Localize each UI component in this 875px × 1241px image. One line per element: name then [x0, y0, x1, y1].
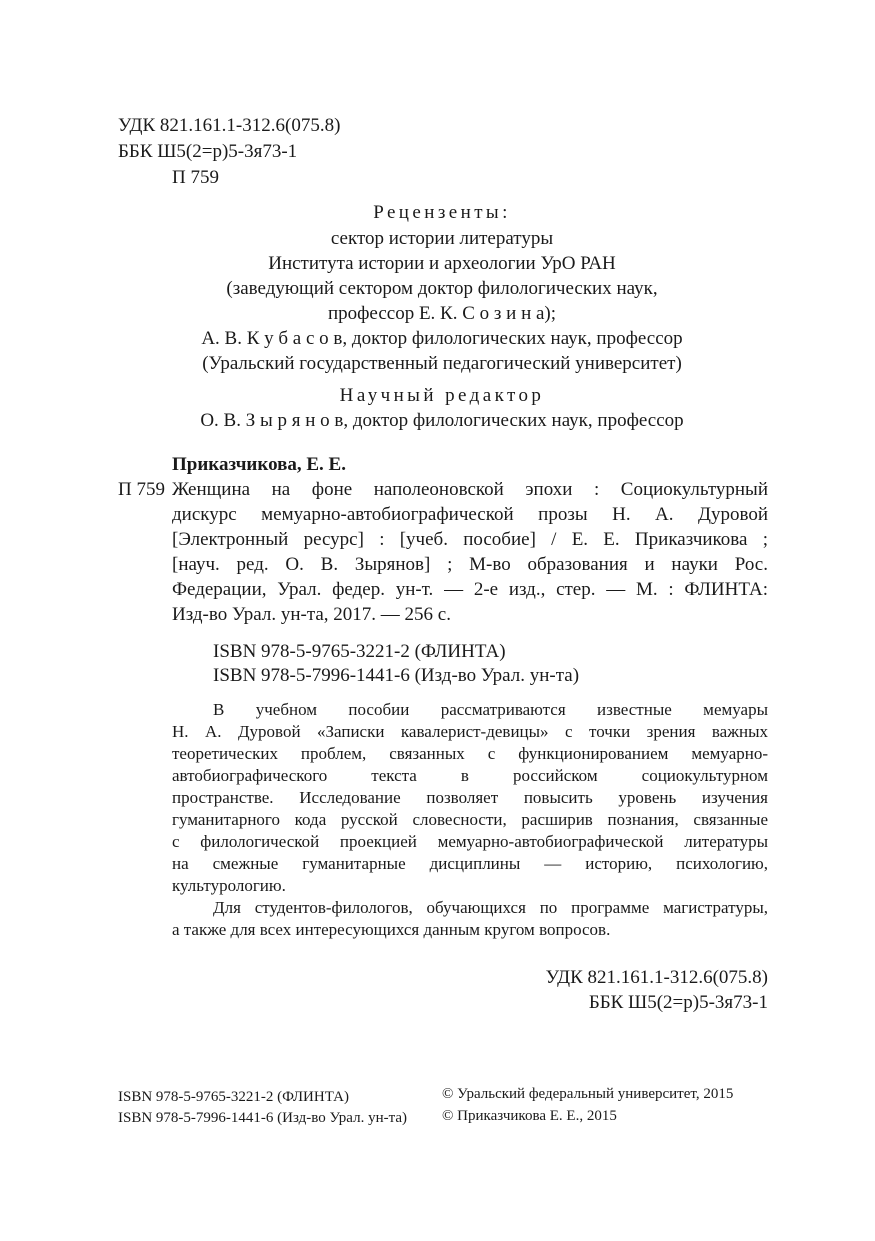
- footer-copyright: © Приказчикова Е. Е., 2015: [442, 1108, 617, 1124]
- reviewer-line: профессор Е. К. С о з и н а);: [327, 303, 557, 324]
- editor-line: О. В. З ы р я н о в, доктор филологических наук, профессор: [200, 410, 684, 431]
- record-line: Федерации, Урал. федер. ун-т. — 2-е изд., стер. — М. : ФЛИНТА:: [172, 579, 768, 600]
- author-mark: П 759: [172, 167, 219, 188]
- record-line: [Электронный ресурс] : [учеб. пособие] / Е. Е. Приказчикова ;: [172, 529, 768, 550]
- reviewer-line: (заведующий сектором доктор филологических наук,: [226, 278, 658, 299]
- footer-copyright: © Уральский федеральный университет, 2015: [442, 1086, 734, 1102]
- annotation: [172, 699, 768, 941]
- annotation-line: гуманитарного кода русской словесности, расширив познания, связанные: [172, 810, 768, 829]
- record-line: Изд-во Урал. ун-та, 2017. — 256 с.: [172, 604, 451, 625]
- reviewers-heading: Рецензенты:: [373, 202, 511, 223]
- reviewer-line: (Уральский государственный педагогический университет): [202, 353, 682, 374]
- annotation-line: В учебном пособии рассматриваются известные мемуары: [213, 700, 768, 719]
- footer-isbn: ISBN 978-5-9765-3221-2 (ФЛИНТА): [118, 1089, 349, 1105]
- bbk-code: ББК Ш5(2=р)5-3я73-1: [118, 141, 298, 162]
- editor-heading: Научный редактор: [339, 385, 545, 406]
- isbn-line: ISBN 978-5-7996-1441-6 (Изд-во Урал. ун-та): [213, 665, 580, 686]
- annotation-line: а также для всех интересующихся данным кругом вопросов.: [172, 920, 611, 939]
- annotation-line: Для студентов-филологов, обучающихся по программе магистратуры,: [213, 898, 768, 917]
- record-line: [науч. ред. О. В. Зырянов] ; М-во образования и науки Рос.: [172, 554, 768, 575]
- annotation-line: автобиографического текста в российском социокультурном: [172, 766, 768, 785]
- record-author: Приказчикова, Е. Е.: [172, 454, 346, 475]
- bottom-udk-code: УДК 821.161.1-312.6(075.8): [545, 967, 768, 988]
- annotation-line: пространстве. Исследование позволяет повысить уровень изучения: [172, 788, 768, 807]
- bottom-bbk-code: ББК Ш5(2=р)5-3я73-1: [588, 992, 768, 1013]
- annotation-line: с филологической проекцией мемуарно-автобиографической литературы: [172, 832, 768, 851]
- udk-code: УДК 821.161.1-312.6(075.8): [118, 115, 341, 136]
- annotation-line: Н. А. Дуровой «Записки кавалерист-девицы» с точки зрения важных: [172, 722, 768, 741]
- reviewer-line: сектор истории литературы: [330, 228, 554, 249]
- record-line: дискурс мемуарно-автобиографической прозы Н. А. Дуровой: [172, 504, 768, 525]
- footer-isbn: ISBN 978-5-7996-1441-6 (Изд-во Урал. ун-та): [118, 1110, 407, 1126]
- record-description: [172, 478, 768, 628]
- annotation-line: культурологию.: [172, 876, 286, 895]
- isbn-line: ISBN 978-5-9765-3221-2 (ФЛИНТА): [213, 641, 506, 662]
- record-line: Женщина на фоне наполеоновской эпохи : Социокультурный: [172, 479, 768, 500]
- annotation-line: на смежные гуманитарные дисциплины — историю, психологию,: [172, 854, 768, 873]
- reviewer-line: А. В. К у б а с о в, доктор филологических наук, профессор: [201, 328, 683, 349]
- record-mark: П 759: [118, 479, 165, 500]
- reviewer-line: Института истории и археологии УрО РАН: [268, 253, 616, 274]
- annotation-line: теоретических проблем, связанных с функционированием мемуарно-: [172, 744, 768, 763]
